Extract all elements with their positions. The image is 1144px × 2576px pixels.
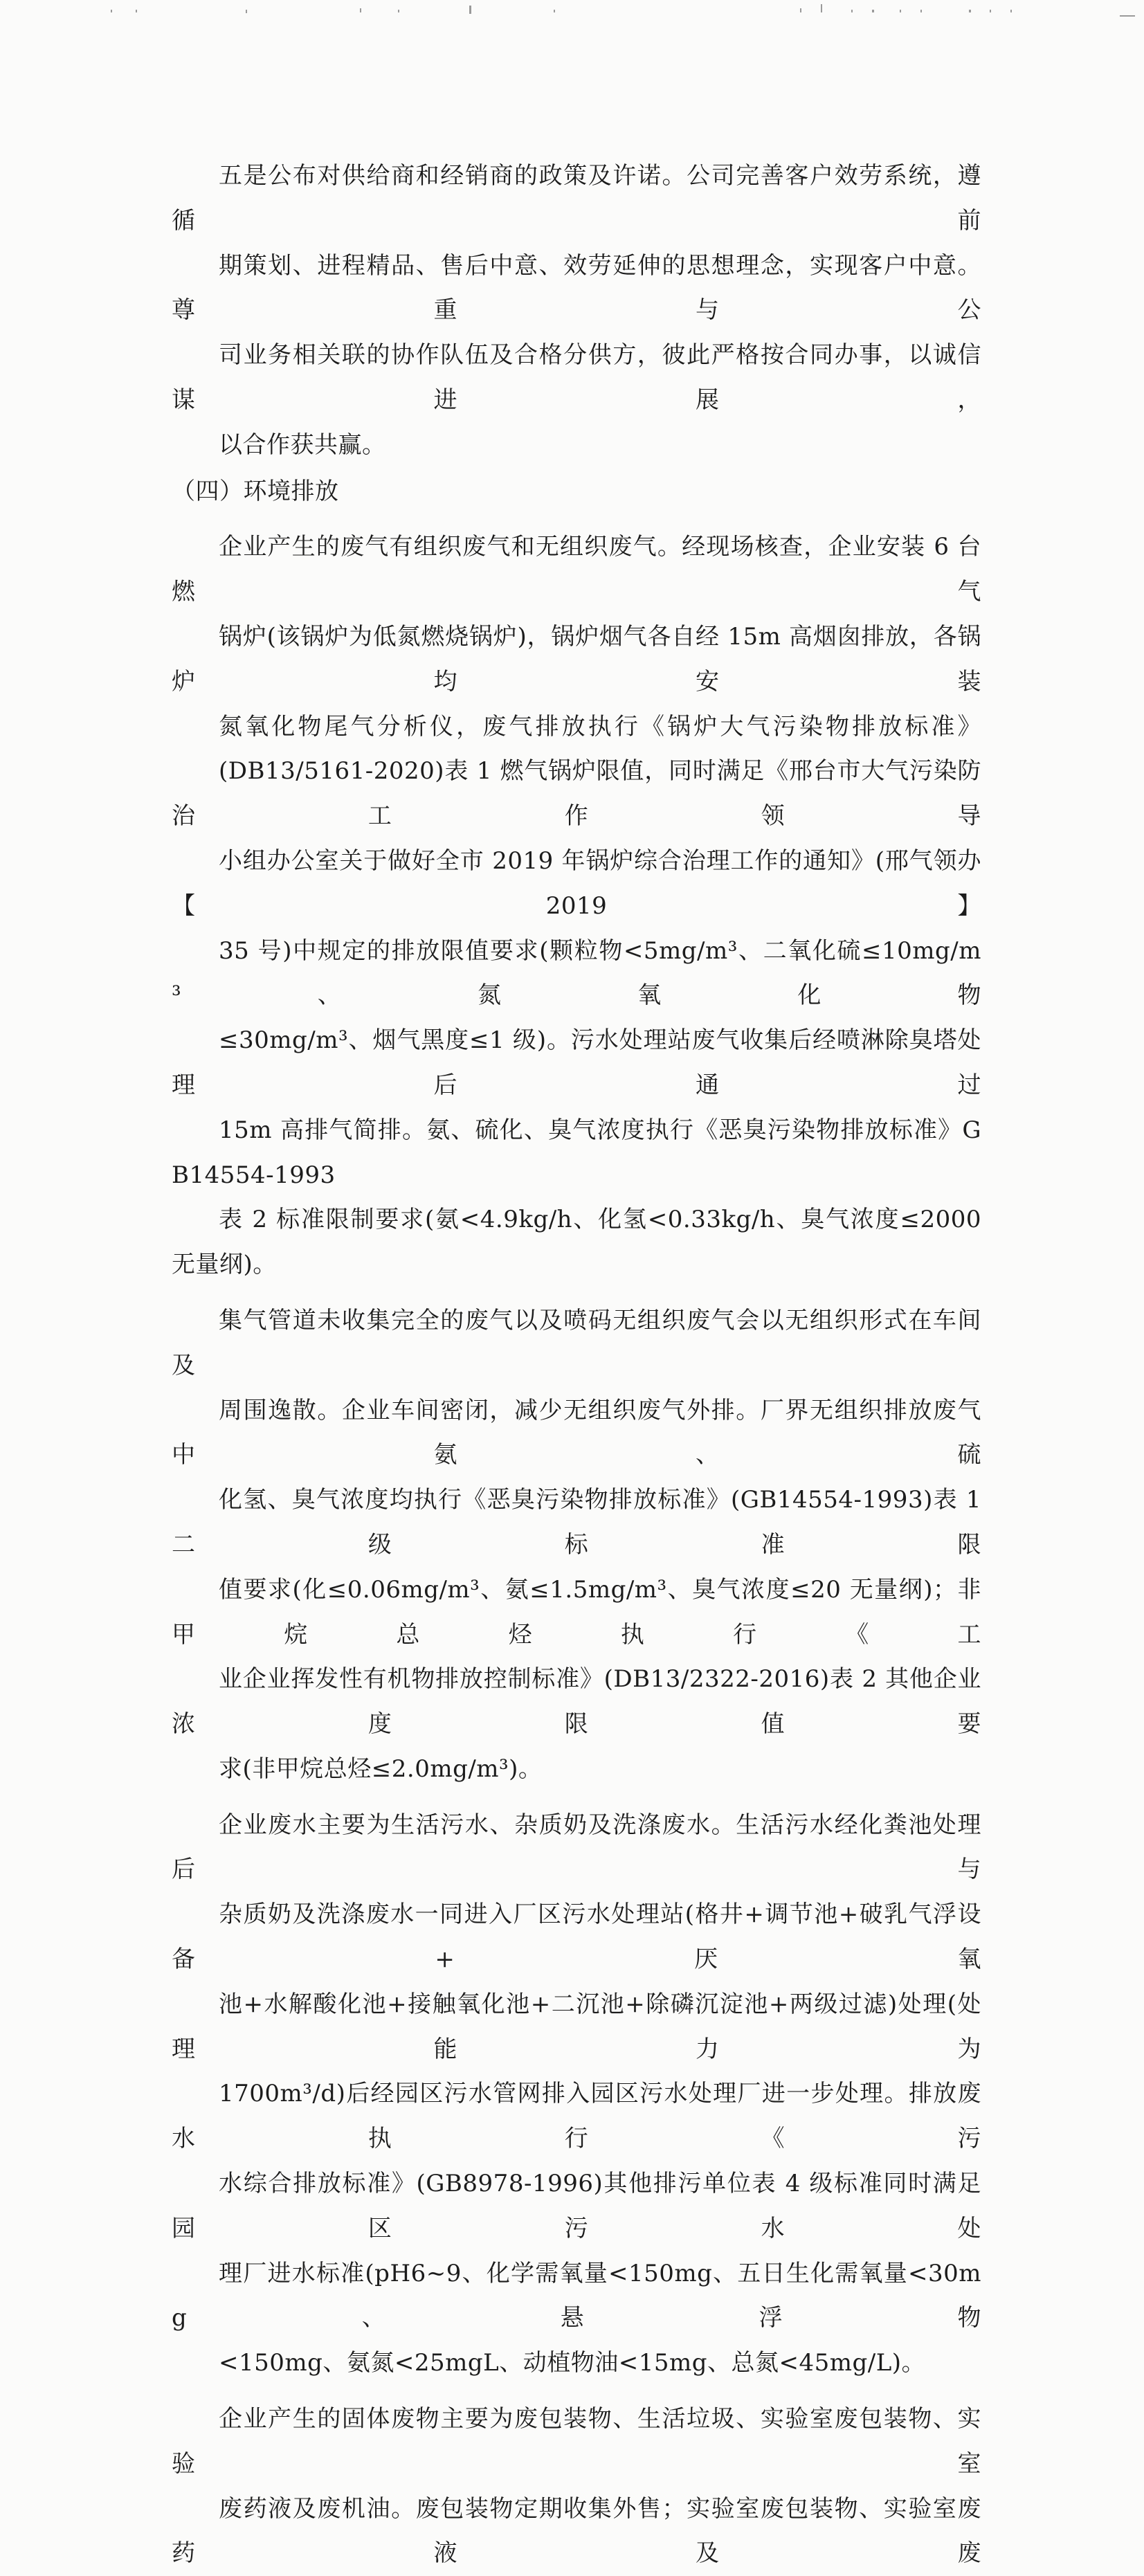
text-line: 司业务相关联的协作队伍及合格分供方，彼此严格按合同办事，以诚信谋进展， — [172, 341, 981, 414]
text-line: 水综合排放标准》(GB8978-1996)其他排污单位表 4 级标准同时满足园区污水处 — [172, 2170, 981, 2242]
text-line: 15m 高排气简排。氨、硫化、臭气浓度执行《恶臭污染物排放标准》GB14554-1993 — [172, 1116, 981, 1189]
text-line: 化氢、臭气浓度均执行《恶臭污染物排放标准》(GB14554-1993)表 1 二级标准限 — [172, 1486, 981, 1559]
text-line: 理厂进水标准(pH6~9、化学需氧量<150mg、五日生化需氧量<30mg、悬浮物 — [172, 2259, 981, 2332]
text-line: 集气管道未收集完全的废气以及喷码无组织废气会以无组织形式在车间及 — [172, 1306, 981, 1379]
text-line: ≤30mg/m³、烟气黑度≤1 级)。污水处理站废气收集后经喷淋除臭塔处理后通过 — [172, 1026, 981, 1099]
text-line: 杂质奶及洗涤废水一同进入厂区污水处理站(格井+调节池+破乳气浮设备+厌氧 — [172, 1901, 981, 1974]
text-line: <150mg、氨氮<25mgL、动植物油<15mg、总氮<45mg/L)。 — [219, 2349, 926, 2377]
scan-noise-marks — [0, 0, 1144, 28]
paragraph-solid-waste — [172, 2397, 981, 2576]
text-line: 五是公布对供给商和经销商的政策及许诺。公司完善客户效劳系统，遵循前 — [172, 162, 981, 235]
paragraph-supplier-policy — [172, 154, 981, 468]
section-heading-environment — [172, 469, 981, 514]
paragraph-fugitive-gas — [172, 1298, 981, 1792]
text-line: 企业废水主要为生活污水、杂质奶及洗涤废水。生活污水经化粪池处理后与 — [172, 1811, 981, 1884]
text-line: 周围逸散。企业车间密闭，减少无组织废气外排。厂界无组织排放废气中氨、硫 — [172, 1396, 981, 1469]
text-line: 期策划、进程精品、售后中意、效劳延伸的思想理念，实现客户中意。尊重与公 — [172, 251, 981, 325]
text-line: 企业产生的固体废物主要为废包装物、生活垃圾、实验室废包装物、实验室 — [172, 2405, 981, 2478]
text-line: 池+水解酸化池+接触氧化池+二沉池+除磷沉淀池+两级过滤)处理(处理能力为 — [172, 1990, 981, 2063]
text-line: 求(非甲烷总烃≤2.0mg/m³)。 — [219, 1754, 543, 1783]
text-line: 锅炉(该锅炉为低氮燃烧锅炉)，锅炉烟气各自经 15m 高烟囱排放，各锅炉均安装 — [172, 622, 981, 696]
text-line: 1700m³/d)后经园区污水管网排入园区污水处理厂进一步处理。排放废水执行《污 — [172, 2080, 981, 2153]
heading-text: （四）环境排放 — [172, 477, 339, 505]
text-line: 35 号)中规定的排放限值要求(颗粒物<5mg/m³、二氧化硫≤10mg/m³、氮氧化物 — [172, 936, 981, 1010]
text-line: (DB13/5161-2020)表 1 燃气锅炉限值，同时满足《邢台市大气污染防治工作领导 — [172, 757, 981, 831]
text-line: 以合作获共赢。 — [219, 430, 386, 459]
text-line: 小组办公室关于做好全市 2019 年锅炉综合治理工作的通知》(邢气领办【2019】 — [172, 846, 981, 920]
text-line: 业企业挥发性有机物排放控制标准》(DB13/2322-2016)表 2 其他企业浓度限值要 — [172, 1665, 981, 1739]
text-line: 表 2 标准限制要求(氨<4.9kg/h、化氢<0.33kg/h、臭气浓度≤2000 无量纲)。 — [172, 1206, 981, 1279]
paragraph-waste-gas — [172, 525, 981, 1287]
text-line: 值要求(化≤0.06mg/m³、氨≤1.5mg/m³、臭气浓度≤20 无量纲)；非甲烷总烃执行《工 — [172, 1575, 981, 1649]
document-body — [172, 154, 981, 2576]
text-line: 企业产生的废气有组织废气和无组织废气。经现场核查，企业安装 6 台燃气 — [172, 533, 981, 606]
text-line: 废药液及废机油。废包装物定期收集外售；实验室废包装物、实验室废药液及废 — [172, 2494, 981, 2568]
text-line: 氮氧化物尾气分析仪，废气排放执行《锅炉大气污染物排放标准》 — [219, 712, 981, 741]
paragraph-wastewater — [172, 1803, 981, 2386]
